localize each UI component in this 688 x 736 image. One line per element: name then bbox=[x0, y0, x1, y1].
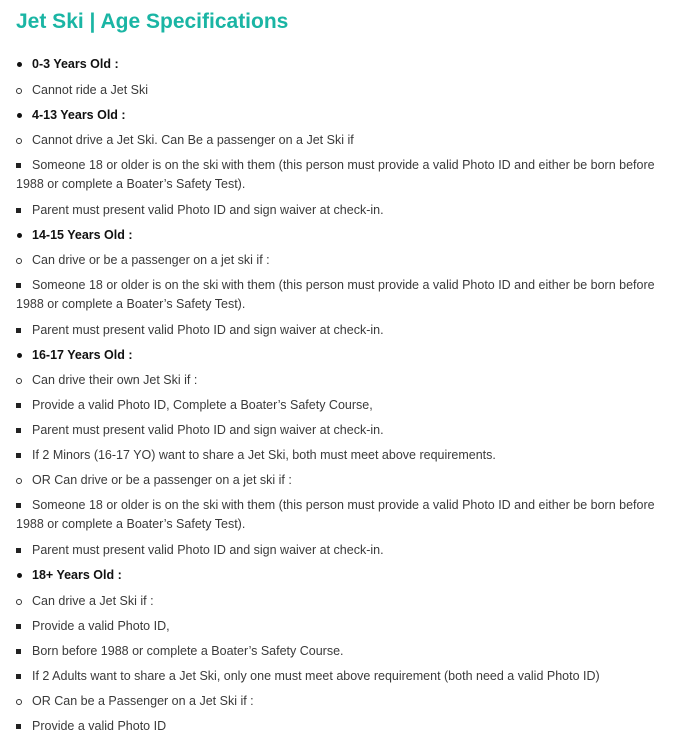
square-bullet-icon bbox=[16, 496, 32, 515]
filled-bullet-icon bbox=[16, 226, 32, 245]
requirement-item bbox=[16, 541, 672, 560]
square-bullet-icon bbox=[16, 276, 32, 295]
item-text: Can drive a Jet Ski if : bbox=[32, 594, 154, 608]
item-text: Provide a valid Photo ID, bbox=[32, 619, 170, 633]
age-group-heading bbox=[16, 226, 672, 245]
requirement-item bbox=[16, 617, 672, 636]
item-text: Can drive their own Jet Ski if : bbox=[32, 373, 198, 387]
requirement-item bbox=[16, 667, 672, 686]
age-group-heading bbox=[16, 566, 672, 585]
rule-item bbox=[16, 692, 672, 711]
square-bullet-icon bbox=[16, 156, 32, 175]
requirement-item bbox=[16, 717, 672, 736]
rule-item bbox=[16, 471, 672, 490]
hollow-bullet-icon bbox=[16, 471, 32, 490]
rule-item bbox=[16, 592, 672, 611]
filled-bullet-icon bbox=[16, 106, 32, 125]
square-bullet-icon bbox=[16, 201, 32, 220]
item-text: Can drive or be a passenger on a jet ski if : bbox=[32, 253, 270, 267]
item-text: 0-3 Years Old : bbox=[32, 57, 119, 71]
item-text: Parent must present valid Photo ID and sign waiver at check-in. bbox=[32, 203, 384, 217]
page-title: Jet Ski | Age Specifications bbox=[16, 10, 289, 33]
square-bullet-icon bbox=[16, 617, 32, 636]
item-text: Provide a valid Photo ID bbox=[32, 719, 167, 733]
item-text: Parent must present valid Photo ID and sign waiver at check-in. bbox=[32, 323, 384, 337]
square-bullet-icon bbox=[16, 446, 32, 465]
item-text: OR Can be a Passenger on a Jet Ski if : bbox=[32, 694, 254, 708]
item-text: Someone 18 or older is on the ski with them (this person must provide a valid Photo ID and either be born before 1988 or complete a Boater’s Safety Test). bbox=[16, 158, 655, 192]
item-text: Provide a valid Photo ID, Complete a Boater’s Safety Course, bbox=[32, 398, 373, 412]
item-text: Parent must present valid Photo ID and sign waiver at check-in. bbox=[32, 543, 384, 557]
item-text: Parent must present valid Photo ID and sign waiver at check-in. bbox=[32, 423, 384, 437]
rule-item bbox=[16, 81, 672, 100]
hollow-bullet-icon bbox=[16, 251, 32, 270]
age-group-heading bbox=[16, 106, 672, 125]
hollow-bullet-icon bbox=[16, 592, 32, 611]
rule-item bbox=[16, 371, 672, 390]
requirement-item bbox=[16, 321, 672, 340]
item-text: OR Can drive or be a passenger on a jet ski if : bbox=[32, 473, 292, 487]
requirement-item bbox=[16, 421, 672, 440]
hollow-bullet-icon bbox=[16, 371, 32, 390]
requirement-item bbox=[16, 446, 672, 465]
square-bullet-icon bbox=[16, 667, 32, 686]
item-text: Cannot ride a Jet Ski bbox=[32, 83, 149, 97]
filled-bullet-icon bbox=[16, 55, 32, 74]
item-text: Born before 1988 or complete a Boater’s Safety Course. bbox=[32, 644, 344, 658]
rule-item bbox=[16, 131, 672, 150]
hollow-bullet-icon bbox=[16, 131, 32, 150]
square-bullet-icon bbox=[16, 717, 32, 736]
requirement-item bbox=[16, 396, 672, 415]
item-text: If 2 Adults want to share a Jet Ski, only one must meet above requirement (both need a valid Photo ID) bbox=[32, 669, 600, 683]
age-group-heading bbox=[16, 346, 672, 365]
square-bullet-icon bbox=[16, 321, 32, 340]
item-text: Someone 18 or older is on the ski with them (this person must provide a valid Photo ID and either be born before 1988 or complete a Boater’s Safety Test). bbox=[16, 498, 655, 532]
requirement-item bbox=[16, 156, 672, 194]
item-text: Someone 18 or older is on the ski with them (this person must provide a valid Photo ID and either be born before 1988 or complete a Boater’s Safety Test). bbox=[16, 278, 655, 312]
hollow-bullet-icon bbox=[16, 692, 32, 711]
square-bullet-icon bbox=[16, 541, 32, 560]
filled-bullet-icon bbox=[16, 566, 32, 585]
square-bullet-icon bbox=[16, 642, 32, 661]
requirement-item bbox=[16, 642, 672, 661]
age-group-heading bbox=[16, 55, 672, 74]
filled-bullet-icon bbox=[16, 346, 32, 365]
item-text: If 2 Minors (16-17 YO) want to share a Jet Ski, both must meet above requirements. bbox=[32, 448, 496, 462]
item-text: 4-13 Years Old : bbox=[32, 108, 126, 122]
rule-item bbox=[16, 251, 672, 270]
item-text: 18+ Years Old : bbox=[32, 568, 122, 582]
requirement-item bbox=[16, 201, 672, 220]
item-text: 14-15 Years Old : bbox=[32, 228, 133, 242]
requirement-item bbox=[16, 276, 672, 314]
requirement-item bbox=[16, 496, 672, 534]
item-text: Cannot drive a Jet Ski. Can Be a passenger on a Jet Ski if bbox=[32, 133, 354, 147]
hollow-bullet-icon bbox=[16, 81, 32, 100]
square-bullet-icon bbox=[16, 396, 32, 415]
item-text: 16-17 Years Old : bbox=[32, 348, 133, 362]
square-bullet-icon bbox=[16, 421, 32, 440]
